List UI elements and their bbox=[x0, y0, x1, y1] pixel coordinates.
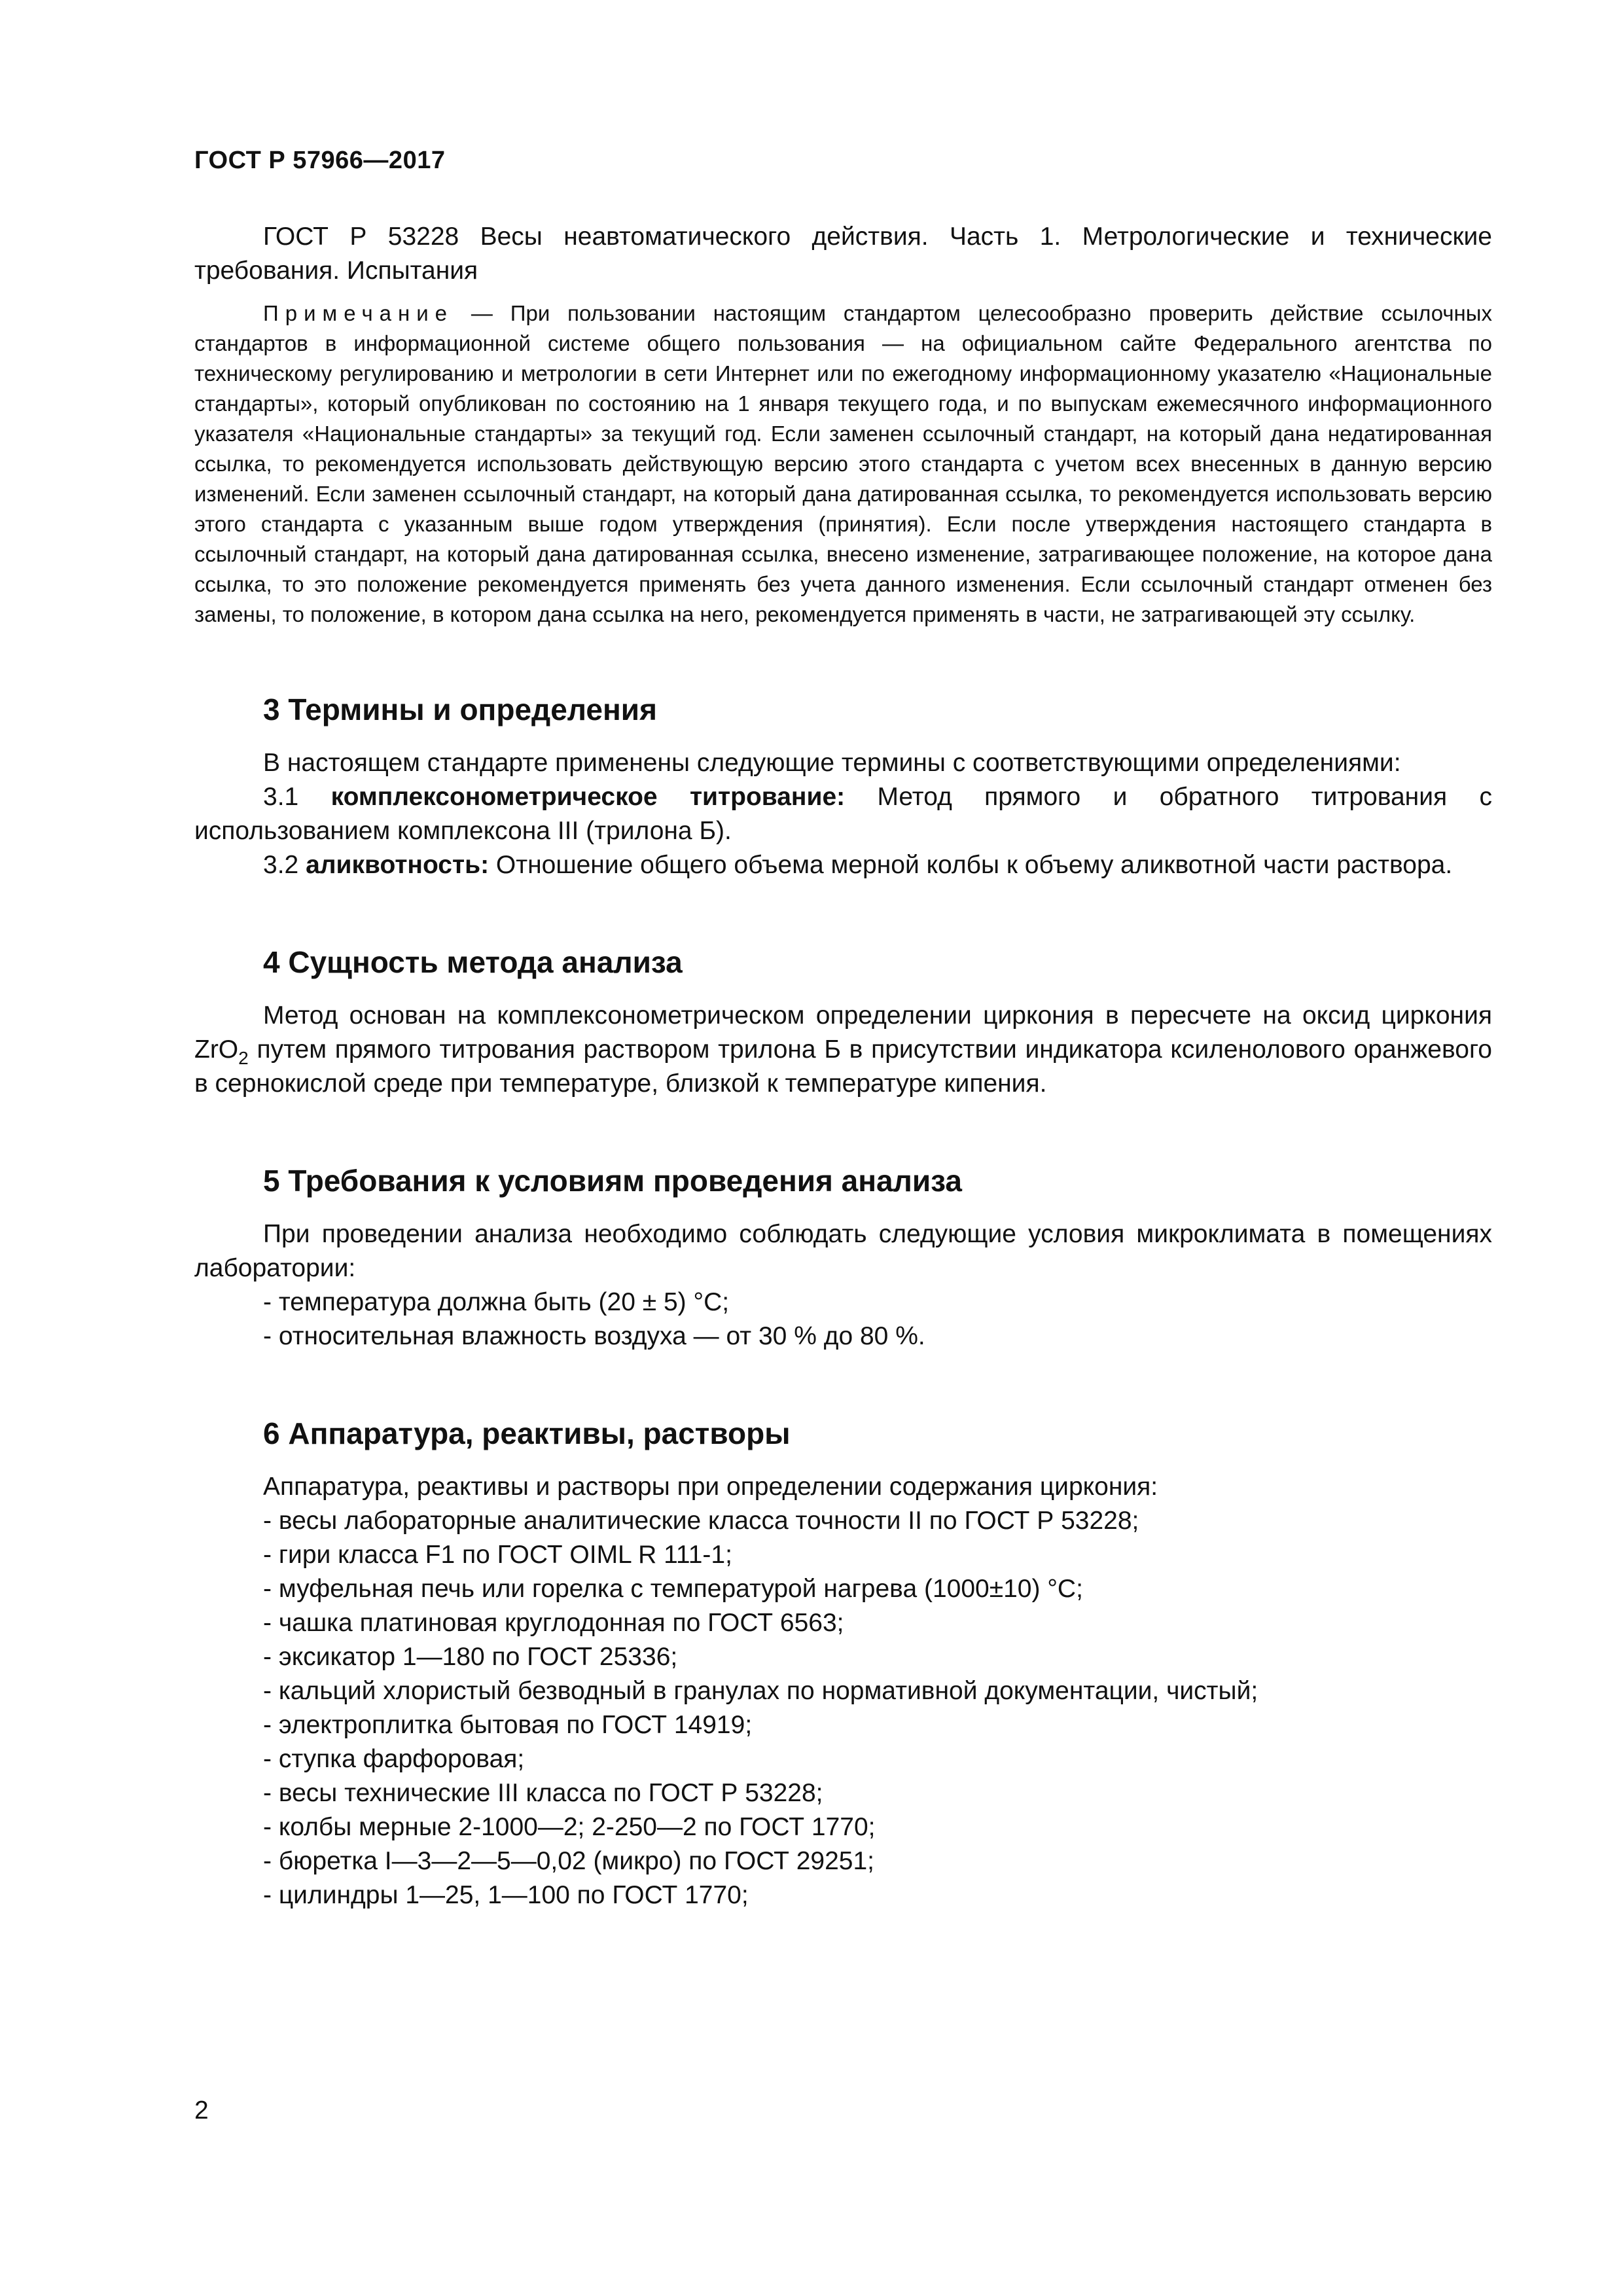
definition-text: Метод прямого и обратного титрования с использованием комплексона III (трилона Б). bbox=[194, 783, 1492, 845]
section-5-title: 5 Требования к условиям проведения анализа bbox=[263, 1164, 962, 1198]
page-number: 2 bbox=[194, 2096, 209, 2125]
list-item: - бюретка I—3—2—5—0,02 (микро) по ГОСТ 29251; bbox=[263, 1847, 875, 1875]
list-item: - цилиндры 1—25, 1—100 по ГОСТ 1770; bbox=[263, 1881, 749, 1909]
list-item: - электроплитка бытовая по ГОСТ 14919; bbox=[263, 1711, 753, 1739]
list-item: - относительная влажность воздуха — от 30 % до 80 %. bbox=[263, 1322, 925, 1350]
section-3-title: 3 Термины и определения bbox=[263, 692, 657, 726]
note-text: — При пользовании настоящим стандартом целесообразно проверить действие ссылочных стандартов в информационной системе общего пользования — на официальном сайте Федерального агентства по техническому регулированию и метрологии в сети Интернет или по ежегодному информационному указателю «Национальные стандарты», который опубликован по состоянию на 1 января текущего года, и по выпускам ежемесячного информационного указателя «Национальные стандарты» за текущий год. Если заменен ссылочный стандарт, на который дана недатированная ссылка, то рекомендуется использовать действующую версию этого стандарта с учетом всех внесенных в данную версию изменений. Если заменен ссылочный стандарт, на который дана датированная ссылка, то рекомендуется использовать версию этого стандарта с указанным выше годом утверждения (принятия). Если после утверждения настоящего стандарта в ссылочный стандарт, на который дана датированная ссылка, внесено изменение, затрагивающее положение, на которое дана ссылка, то это положение рекомендуется применять без учета данного изменения. Если ссылочный стандарт отменен без замены, то положение, в котором дана ссылка на него, рекомендуется применять в части, не затрагивающей эту ссылку. bbox=[194, 301, 1492, 626]
definition-number: 3.2 bbox=[263, 851, 306, 879]
section-4-title: 4 Сущность метода анализа bbox=[263, 945, 683, 979]
definition-3-1 bbox=[194, 780, 1492, 848]
section-6-title: 6 Аппаратура, реактивы, растворы bbox=[263, 1416, 791, 1450]
list-item: - гири класса F1 по ГОСТ OIML R 111-1; bbox=[263, 1541, 732, 1569]
section-4-text bbox=[194, 999, 1492, 1101]
section-6-intro: Аппаратура, реактивы и растворы при определении содержания циркония: bbox=[263, 1473, 1158, 1501]
list-item: - температура должна быть (20 ± 5) °С; bbox=[263, 1288, 730, 1316]
definition-term: аликвотность: bbox=[306, 851, 490, 879]
definition-3-2 bbox=[194, 848, 1492, 882]
normative-reference: ГОСТ Р 53228 Весы неавтоматического действия. Часть 1. Метрологические и технические требования. Испытания bbox=[194, 223, 1492, 285]
section-4-text-before: Метод основан на комплексонометрическом определении циркония в пересчете на оксид циркония ZrO bbox=[194, 1001, 1492, 1064]
list-item: - колбы мерные 2-1000—2; 2-250—2 по ГОСТ 1770; bbox=[263, 1813, 876, 1841]
list-item: - кальций хлористый безводный в гранулах по нормативной документации, чистый; bbox=[263, 1677, 1258, 1705]
list-item: - ступка фарфоровая; bbox=[263, 1745, 525, 1773]
section-5-list bbox=[194, 1285, 1492, 1354]
page-content bbox=[194, 220, 1492, 1912]
list-item: - эксикатор 1—180 по ГОСТ 25336; bbox=[263, 1643, 678, 1671]
definition-text: Отношение общего объема мерной колбы к объему аликвотной части раствора. bbox=[489, 851, 1453, 879]
definition-number: 3.1 bbox=[263, 783, 331, 811]
note-paragraph bbox=[194, 298, 1492, 630]
list-item: - муфельная печь или горелка с температурой нагрева (1000±10) °С; bbox=[263, 1575, 1083, 1603]
section-4-text-after: путем прямого титрования раствором трилона Б в присутствии индикатора ксиленолового оранжевого в сернокислой среде при температуре, близкой к температуре кипения. bbox=[194, 1035, 1492, 1098]
section-3-intro: В настоящем стандарте применены следующие термины с соответствующими определениями: bbox=[263, 749, 1401, 777]
list-item: - весы лабораторные аналитические класса точности II по ГОСТ Р 53228; bbox=[263, 1507, 1139, 1535]
formula-subscript: 2 bbox=[238, 1048, 249, 1068]
section-5-intro: При проведении анализа необходимо соблюдать следующие условия микроклимата в помещениях лаборатории: bbox=[194, 1220, 1492, 1282]
note-label: Примечание bbox=[263, 301, 454, 325]
list-item: - весы технические III класса по ГОСТ Р 53228; bbox=[263, 1779, 823, 1807]
section-6-list bbox=[194, 1504, 1492, 1912]
definition-term: комплексонометрическое титрование: bbox=[330, 783, 846, 811]
document-header: ГОСТ Р 57966—2017 bbox=[194, 147, 446, 174]
list-item: - чашка платиновая круглодонная по ГОСТ 6563; bbox=[263, 1609, 844, 1637]
